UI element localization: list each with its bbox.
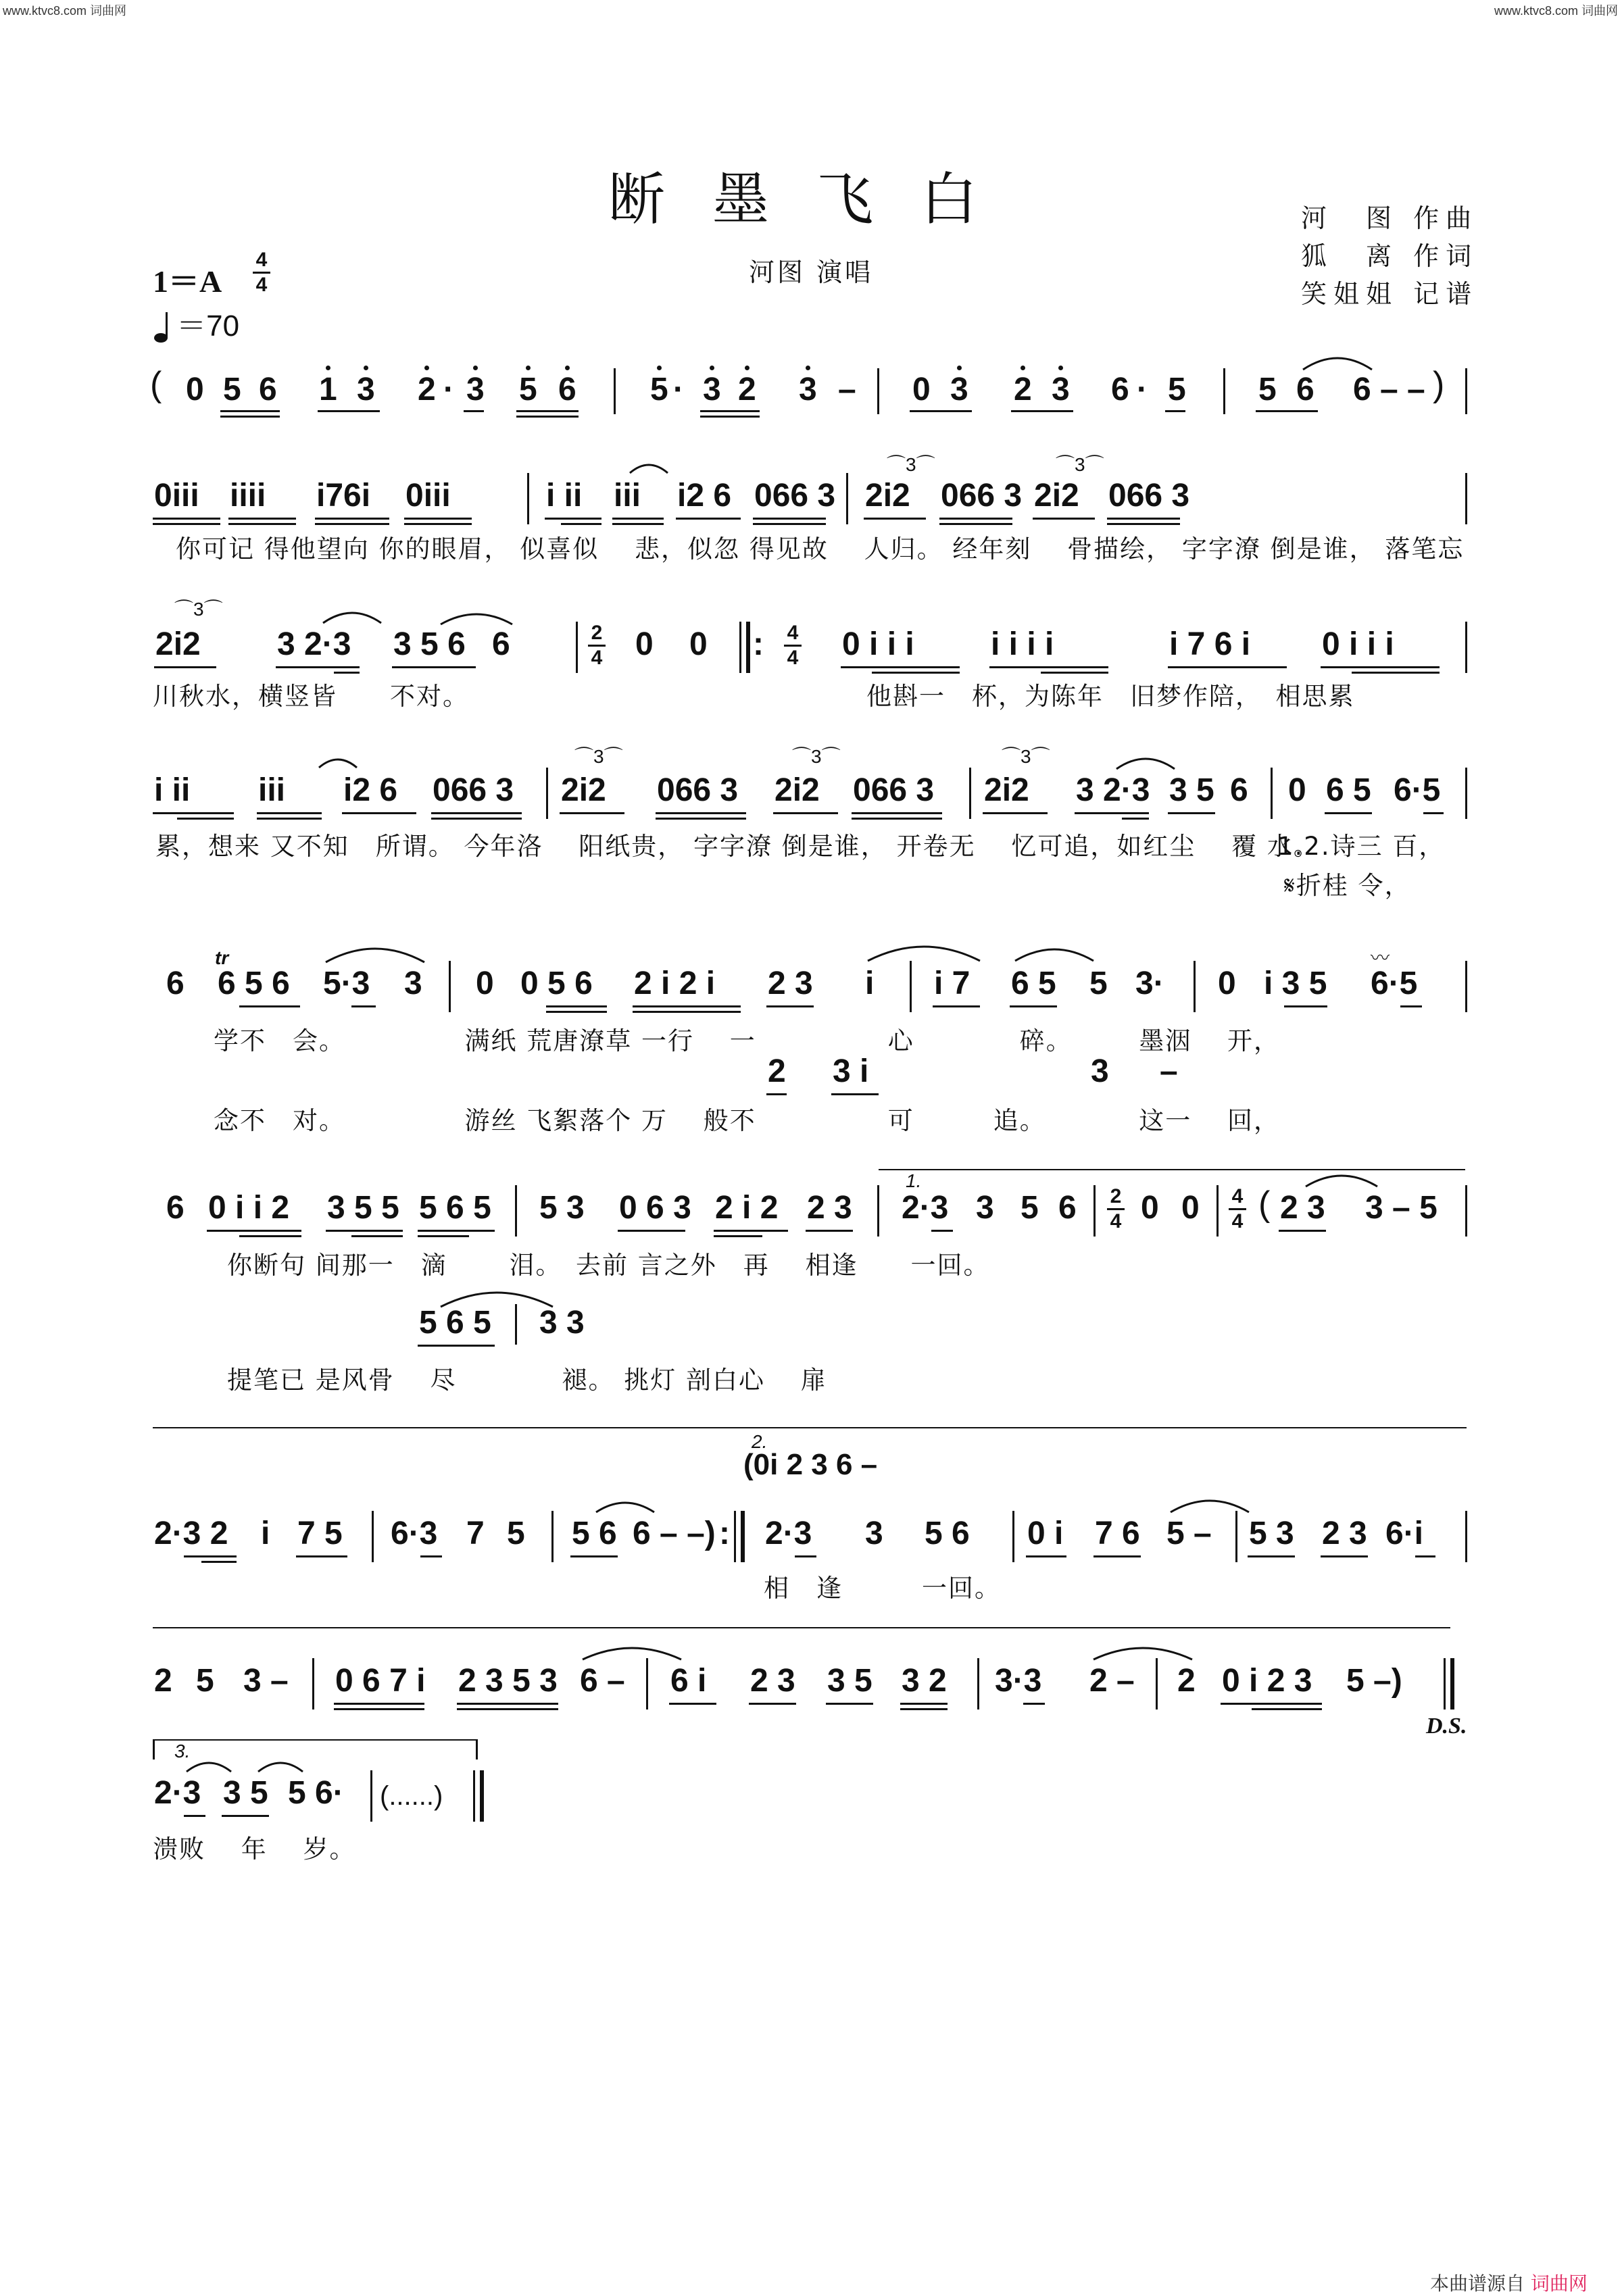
score-row-4: i ii iii i2 6 066 3 ⌒3⌒ 2i2 066 3 ⌒3⌒ 2i2 066 3 ⌒3⌒ 2i2 3 2·3 3 5 6 0 6 5 6·5 [0,768,1622,842]
ending-2-label: 2. [752,1431,768,1452]
key-signature: 1＝A [153,264,222,299]
quarter-note-icon [153,311,173,345]
lyrics-line-4a: 累，想来 又不知 所谓。 今年洛 阳纸贵， 字字潦 倒是谁， 开卷无 忆可追，如红尘 覆 水。 [155,832,1320,861]
tempo-marking: ＝70 [153,301,239,345]
score-row-5-alt: 2 3 i 3 – [0,1055,1622,1096]
score-row-9: 2·3 3 5 5 6· (......) [0,1770,1622,1845]
lyrics-line-3a: 川秋水，横竖皆 不对。 [153,682,469,711]
composer-credit: 河 图 作曲 [1301,203,1479,233]
lyrics-line-7: 相 逢 一回。 [764,1574,1001,1603]
section-rule-2 [153,1627,1450,1628]
ending-3-bracket [153,1739,477,1741]
ending-2-notes: (0i 2 3 6 – [743,1448,878,1481]
time-signature: 4 4 [253,250,270,295]
score-row-7: 2·3 2 i 7 5 6·3 7 5 5 6 6 – –) : 2·3 3 5 6 0 i 7 6 5 – 5 3 2 3 6·i [0,1511,1622,1585]
score-row-1: ( 0 5 6 1 3 2 · 3 5 6 5 · 3 2 3 – 0 3 2 3 6 · 5 5 6 6 – – ) [0,368,1622,443]
lyricist-credit: 狐 离 作词 [1301,241,1479,271]
footer-source[interactable]: 本曲谱源自 词曲网 [1430,2272,1588,2295]
ending-3-label: 3. [174,1741,191,1762]
score-row-5: 6 tr 6 5 6 5·3 3 0 0 5 6 2 i 2 i 2 3 i i 7 6 5 5 3· 0 i 3 5 6·5 〰 [0,961,1622,1035]
lyrics-line-6a: 你断句 间那一 滴 泪。 去前 言之外 再 相逢 一回。 [227,1251,990,1280]
transcriber-credit: 笑姐姐 记谱 [1301,279,1479,309]
lyrics-line-4c: 𝄋折桂 令， [1284,871,1411,900]
lyrics-line-4b: 1.2.诗三 百， [1277,832,1446,861]
score-row-3: ⌒3⌒ 2i2 3 2·3 3 5 6 6 2 4 0 0 : 4 4 0 i i i i i i i i 7 6 i 0 i i i [0,622,1622,696]
coda-placeholder: (......) [380,1781,443,1811]
lyrics-line-3b: 他斟一 杯，为陈年 旧梦作陪， 相思累 [866,682,1355,711]
header-url-right[interactable]: www.ktvc8.com 词曲网 [1494,4,1618,18]
song-title: 断墨飞白 [608,166,1025,232]
lyrics-line-2: 你可记 得他望向 你的眼眉， 似喜似 悲，似忽 得见故 人归。 经年刻 骨描绘， 字字潦 倒是谁， 落笔忘 [176,534,1465,564]
tie-arc [1300,351,1375,371]
lyrics-line-5a: 学不 会。 满纸 荒唐潦草 一行 一 心 碎。 墨洇 开， [214,1026,1281,1055]
singer-credit: 河图 演唱 [749,257,874,287]
lyrics-line-5b: 念不 对。 游丝 飞絮落个 万 般不 可 追。 这一 回， [214,1106,1281,1135]
score-row-8: 2 5 3 – 0 6 7 i 2 3 5 3 6 – 6 i 2 3 3 5 3 2 3·3 2 – 2 0 i 2 3 5 –) [0,1658,1622,1732]
score-row-6: 6 0 i i 2 3 5 5 5 6 5 5 3 0 6 3 2 i 2 2 3 1. 2·3 3 5 6 2 4 0 0 4 4 ( 2 3 3 – 5 [0,1185,1622,1259]
header-url-left[interactable]: www.ktvc8.com 词曲网 [3,4,127,18]
score-row-2: 0iii iiii i76i 0iii i ii iii i2 6 066 3 2i2 066 3 2i2 066 3 ⌒3⌒ ⌒3⌒ [0,473,1622,547]
section-rule [153,1427,1467,1428]
dal-segno-marking: D.S. [1426,1714,1467,1739]
lyrics-line-9: 溃败 年 岁。 [153,1835,356,1864]
score-row-6-alt: 5 6 5 3 3 [0,1307,1622,1347]
lyrics-line-6b: 提笔已 是风骨 尽 褪。 挑灯 剖白心 扉 [227,1366,827,1395]
